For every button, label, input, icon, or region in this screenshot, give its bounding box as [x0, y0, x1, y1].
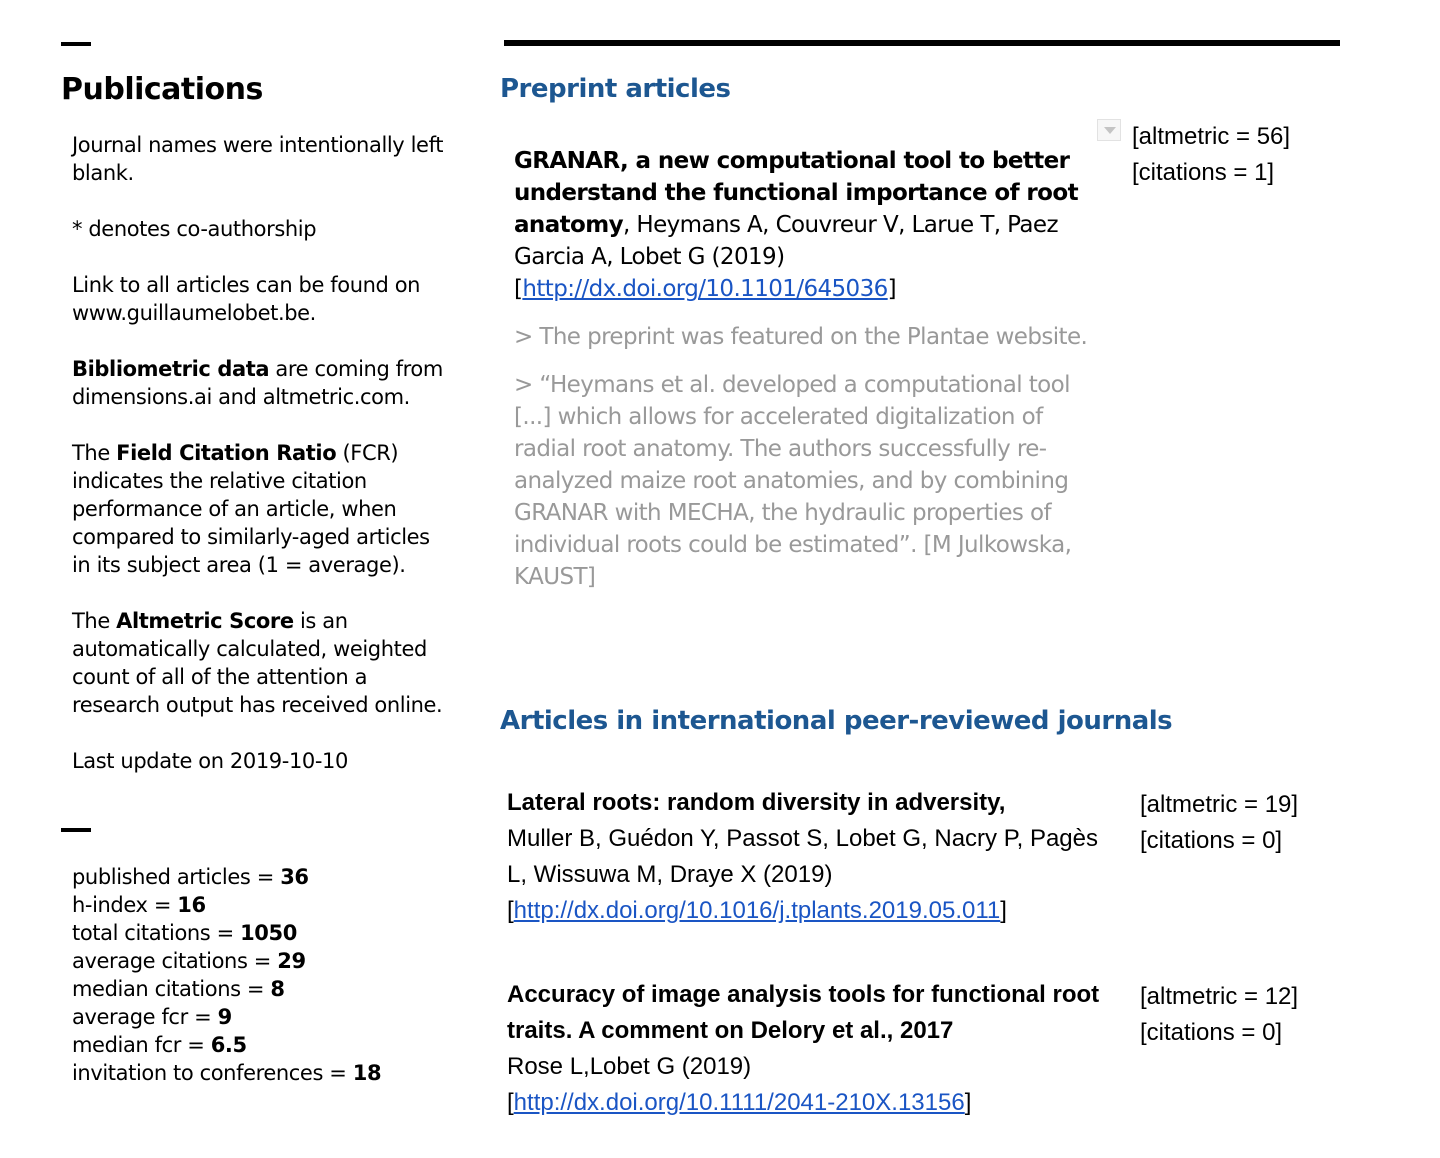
article-metrics: [1140, 787, 1298, 859]
journals-heading: Articles in international peer-reviewed journals: [500, 706, 1173, 736]
note-fcr: [72, 439, 452, 579]
preprint-heading: Preprint articles: [500, 74, 731, 104]
citation-count: [citations = 0]: [1140, 1019, 1283, 1046]
stat-value: 18: [352, 1061, 382, 1085]
stat-total-citations: [72, 919, 452, 947]
stat-label: published articles =: [72, 865, 281, 889]
preprint-metrics: [1132, 119, 1290, 191]
altmetric-text: is an automatically calculated, weighted count of all of the attention a research output has received online.: [72, 609, 443, 717]
preprint-title: GRANAR, a new computational tool to better understand the functional importance of root anatomy: [514, 148, 1078, 238]
note-journal-names: Journal names were intentionally left blank.: [72, 133, 444, 185]
stat-h-index: [72, 891, 452, 919]
stat-label: median citations =: [72, 977, 271, 1001]
citation-count: [citations = 0]: [1140, 827, 1283, 854]
preprint-doi-link[interactable]: http://dx.doi.org/10.1101/645036: [522, 276, 888, 302]
altmetric-score: [altmetric = 56]: [1132, 123, 1291, 150]
stat-median-citations: [72, 975, 452, 1003]
altmetric-score: [altmetric = 12]: [1140, 983, 1299, 1010]
preprint-authors: , Heymans A, Couvreur V, Larue T, Paez Garcia A, Lobet G (2019): [514, 212, 1058, 270]
stats-list: [72, 863, 452, 1087]
stat-average-fcr: [72, 1003, 452, 1031]
journal-article: [507, 977, 1117, 1121]
note-altmetric: [72, 607, 452, 719]
link-bracket-open: [: [507, 897, 514, 924]
stat-label: median fcr =: [72, 1033, 211, 1057]
stat-label: total citations =: [72, 921, 241, 945]
stat-value: 9: [217, 1005, 232, 1029]
citation-count: [citations = 1]: [1132, 159, 1275, 186]
article-title: Accuracy of image analysis tools for functional root traits. A comment on Delory et al., 2017: [507, 981, 1100, 1044]
preprint-citation: [514, 145, 1089, 305]
article-doi-link[interactable]: http://dx.doi.org/10.1111/2041-210X.13156: [513, 1089, 965, 1116]
article-title: Lateral roots: random diversity in adversity,: [507, 789, 1006, 816]
journal-article: [507, 785, 1117, 929]
stat-median-fcr: [72, 1031, 452, 1059]
altmetric-prefix: The: [72, 609, 117, 633]
stat-label: h-index =: [72, 893, 178, 917]
note-bibliometric: [72, 355, 452, 411]
divider-dash-top: [61, 42, 91, 46]
bibliometric-text: are coming from dimensions.ai and altmetric.com.: [72, 357, 443, 409]
stat-label: average citations =: [72, 949, 278, 973]
preprint-entry: [514, 145, 1089, 609]
link-bracket-open: [: [507, 1089, 514, 1116]
fcr-label: Field Citation Ratio: [116, 441, 337, 465]
chevron-down-icon: [1104, 127, 1116, 134]
note-coauthorship: * denotes co-authorship: [72, 217, 317, 241]
stat-value: 36: [280, 865, 309, 889]
stat-value: 6.5: [210, 1033, 247, 1057]
stat-value: 8: [270, 977, 285, 1001]
note-links: Link to all articles can be found on www.guillaumelobet.be.: [72, 273, 421, 325]
link-bracket-close: ]: [964, 1089, 972, 1116]
fcr-prefix: The: [72, 441, 117, 465]
last-update: Last update on 2019-10-10: [72, 749, 348, 773]
link-bracket-close: ]: [887, 276, 897, 302]
stat-average-citations: [72, 947, 452, 975]
stat-published: [72, 863, 452, 891]
stat-value: 1050: [240, 921, 297, 945]
article-doi-link[interactable]: http://dx.doi.org/10.1016/j.tplants.2019.05.011: [513, 897, 1001, 924]
preprint-quote: > “Heymans et al. developed a computational tool [...] which allows for accelerated digitalization of radial root anatomy. The authors successfully re-analyzed maize root anatomies, and by combining GRANAR with MECHA, the hydraulic properties of individual roots could be estimated”. [M Julkowska, KAUST]: [514, 372, 1072, 590]
altmetric-label: Altmetric Score: [116, 609, 294, 633]
stat-value: 29: [277, 949, 306, 973]
stat-label: average fcr =: [72, 1005, 218, 1029]
divider-dash-stats: [61, 828, 91, 832]
stat-conferences: [72, 1059, 452, 1087]
sidebar-notes: [72, 131, 452, 803]
link-bracket-open: [: [514, 276, 523, 302]
bibliometric-label: Bibliometric data: [72, 357, 270, 381]
preprint-note-plantae: > The preprint was featured on the Plantae website.: [514, 324, 1088, 350]
article-authors: Rose L,Lobet G (2019): [507, 1053, 752, 1080]
altmetric-score: [altmetric = 19]: [1140, 791, 1299, 818]
article-authors: Muller B, Guédon Y, Passot S, Lobet G, Nacry P, Pagès L, Wissuwa M, Draye X (2019): [507, 825, 1098, 888]
dropdown-toggle[interactable]: [1097, 119, 1121, 141]
article-metrics: [1140, 979, 1298, 1051]
stat-value: 16: [177, 893, 206, 917]
fcr-text: (FCR) indicates the relative citation performance of an article, when compared to similarly-aged articles in its subject area (1 = average).: [72, 441, 430, 577]
link-bracket-close: ]: [1000, 897, 1007, 924]
stat-label: invitation to conferences =: [72, 1061, 353, 1085]
top-rule: [504, 40, 1340, 46]
page-title: Publications: [61, 72, 263, 107]
